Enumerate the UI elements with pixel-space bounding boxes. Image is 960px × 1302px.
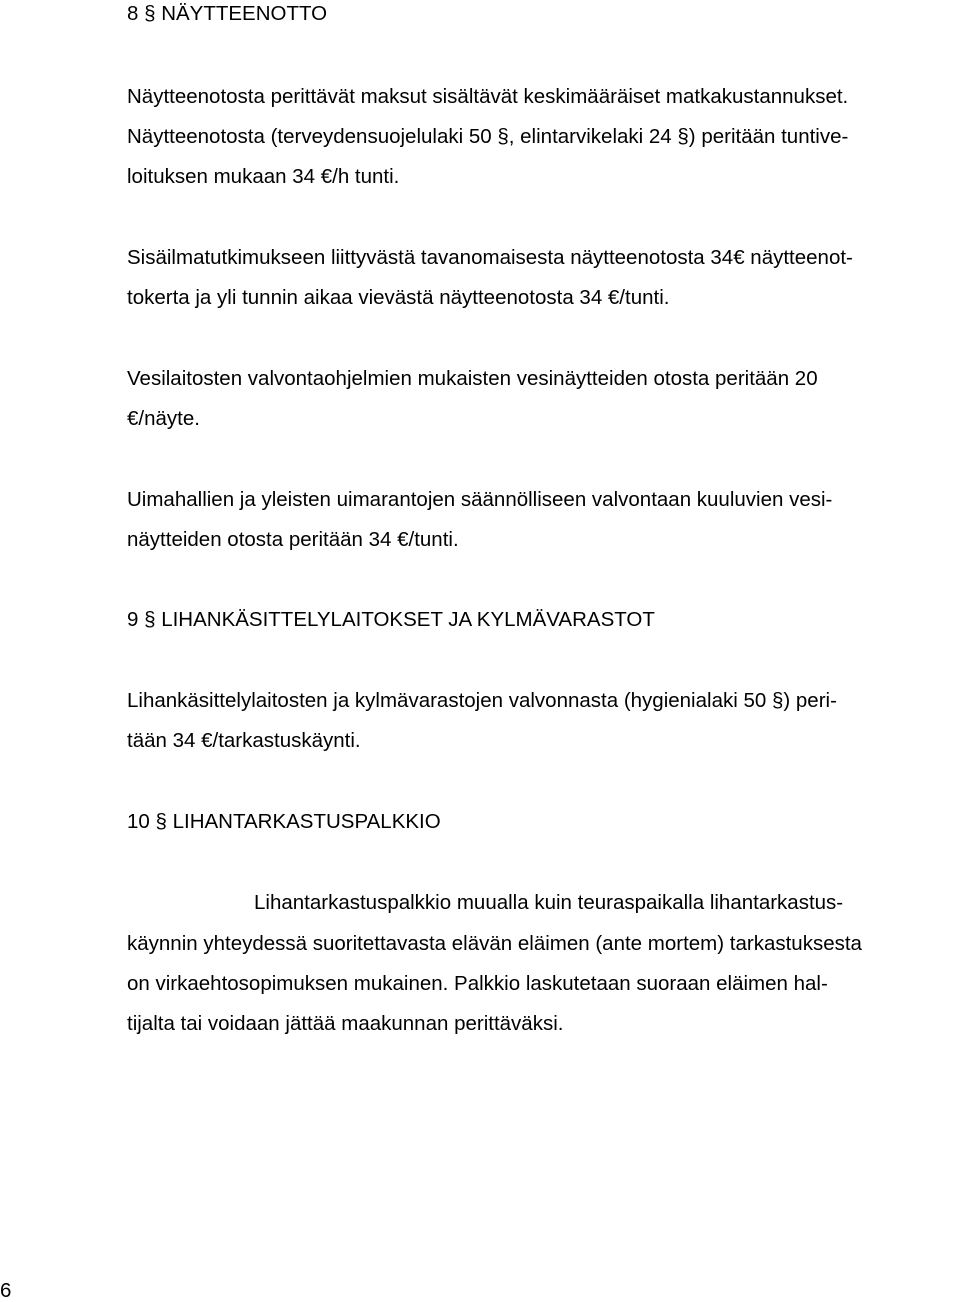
text-line: tokerta ja yli tunnin aikaa vievästä näytteenotosta 34 €/tunti. [127,286,670,309]
text-line: Näytteenotosta perittävät maksut sisältävät keskimääräiset matkakustannukset. [127,85,849,108]
text-line: Sisäilmatutkimukseen liittyvästä tavanomaisesta näytteenotosta 34€ näytteenot- [127,246,853,269]
section-8-heading: 8 § NÄYTTEENOTTO [127,2,328,25]
text-line: loituksen mukaan 34 €/h tunti. [127,165,400,188]
text-line: tijalta tai voidaan jättää maakunnan perittäväksi. [127,1012,564,1035]
text-line: €/näyte. [127,407,200,430]
text-line: Vesilaitosten valvontaohjelmien mukaisten vesinäytteiden otosta peritään 20 [127,367,818,390]
text-line: Lihankäsittelylaitosten ja kylmävarastojen valvonnasta (hygienialaki 50 §) peri- [127,689,837,712]
text-line: käynnin yhteydessä suoritettavasta elävän eläimen (ante mortem) tarkastuksesta [127,932,862,955]
section-9-heading: 9 § LIHANKÄSITTELYLAITOKSET JA KYLMÄVARASTOT [127,608,655,631]
text-line: Näytteenotosta (terveydensuojelulaki 50 §, elintarvikelaki 24 §) peritään tuntive- [127,125,849,148]
section-10-heading: 10 § LIHANTARKASTUSPALKKIO [127,810,441,833]
text-line: näytteiden otosta peritään 34 €/tunti. [127,528,459,551]
page-number: 6 [0,1279,12,1302]
text-line: Lihantarkastuspalkkio muualla kuin teuraspaikalla lihantarkastus- [254,891,844,914]
text-line: Uimahallien ja yleisten uimarantojen säännölliseen valvontaan kuuluvien vesi- [127,488,833,511]
text-line: on virkaehtosopimuksen mukainen. Palkkio laskutetaan suoraan eläimen hal- [127,972,828,995]
text-line: tään 34 €/tarkastuskäynti. [127,729,361,752]
